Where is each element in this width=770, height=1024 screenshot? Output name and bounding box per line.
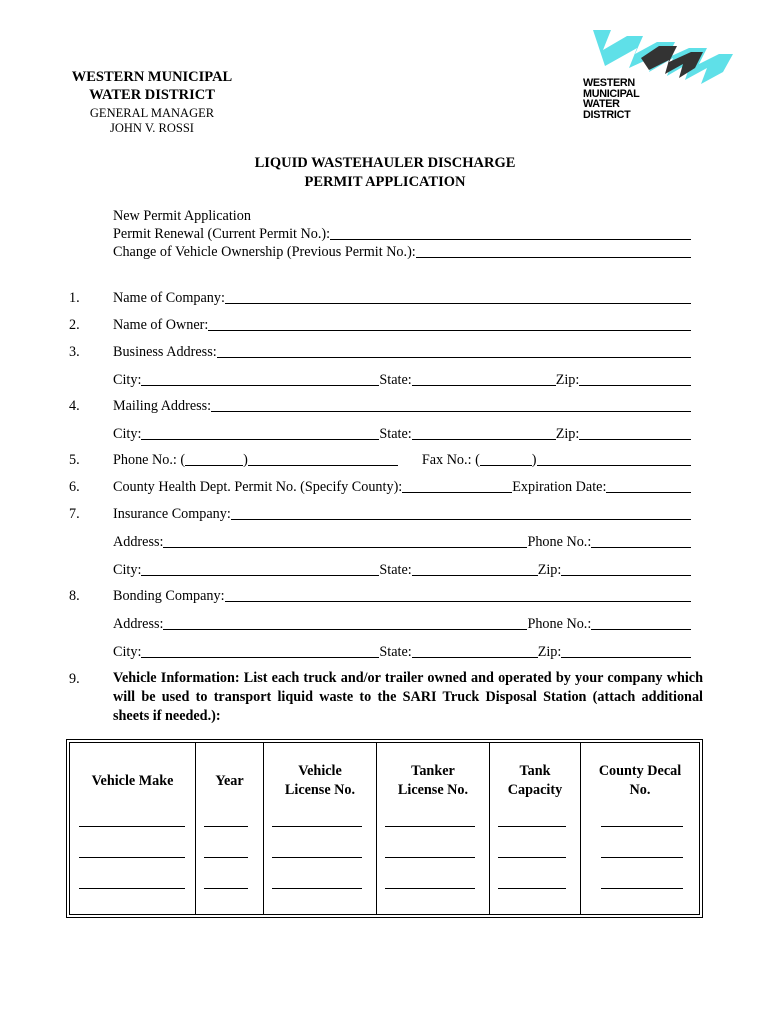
- mailing-address-label: Mailing Address:: [113, 398, 212, 414]
- year-header: [196, 757, 263, 805]
- insurance-row: [113, 504, 691, 522]
- county-decal-column: [581, 743, 699, 914]
- city-field[interactable]: [141, 425, 379, 440]
- insurance-city-row: [113, 560, 691, 578]
- year-column: [196, 743, 264, 914]
- owner-label: Name of Owner:: [113, 317, 209, 333]
- previous-permit-field[interactable]: [416, 243, 691, 258]
- ownership-change-row: [113, 242, 691, 260]
- county-health-field[interactable]: [402, 478, 512, 493]
- fax-paren: ): [531, 452, 537, 468]
- county-decal-blank[interactable]: [601, 856, 683, 858]
- permit-renewal-label: Permit Renewal (Current Permit No.):: [113, 226, 331, 242]
- phone-paren: ): [243, 452, 248, 468]
- county-health-label: County Health Dept. Permit No. (Specify County):: [113, 479, 403, 495]
- county-health-row: [113, 477, 691, 495]
- business-address-label: Business Address:: [113, 344, 217, 360]
- mailing-address-field[interactable]: [211, 397, 691, 412]
- year-blank[interactable]: [204, 825, 248, 827]
- item-number: 4.: [69, 398, 80, 414]
- county-decal-header-text: County Decal No.: [598, 763, 682, 798]
- business-address-field[interactable]: [217, 343, 691, 358]
- business-city-row: [113, 370, 691, 388]
- county-decal-blank[interactable]: [601, 887, 683, 889]
- year-blank[interactable]: [204, 913, 248, 915]
- zip-label: Zip:: [537, 562, 562, 578]
- organization-name: [66, 68, 238, 104]
- tanker-license-column: [377, 743, 490, 914]
- vehicle-table: [66, 739, 703, 918]
- bonding-address-row: [113, 614, 691, 632]
- zip-label: Zip:: [537, 644, 562, 660]
- city-label: City:: [113, 644, 142, 660]
- item-number: 1.: [69, 290, 80, 306]
- state-label: State:: [379, 426, 412, 442]
- vehicle-license-header: [264, 757, 376, 805]
- address-field[interactable]: [163, 533, 527, 548]
- general-manager-name: JOHN V. ROSSI: [110, 121, 194, 135]
- vehicle-license-blank[interactable]: [272, 913, 362, 915]
- item-number: 7.: [69, 506, 80, 522]
- bonding-city-row: [113, 642, 691, 660]
- zip-field[interactable]: [561, 643, 691, 658]
- form-title-line1: LIQUID WASTEHAULER DISCHARGE: [254, 155, 516, 171]
- zip-field[interactable]: [579, 371, 691, 386]
- ownership-change-label: Change of Vehicle Ownership (Previous Permit No.):: [113, 244, 416, 260]
- bonding-field[interactable]: [225, 587, 691, 602]
- bonding-label: Bonding Company:: [113, 588, 225, 604]
- tank-capacity-blank[interactable]: [498, 825, 566, 827]
- tank-capacity-blank[interactable]: [498, 887, 566, 889]
- owner-field[interactable]: [208, 316, 691, 331]
- company-field[interactable]: [225, 289, 691, 304]
- new-permit-row: [113, 206, 691, 224]
- item-number: 3.: [69, 344, 80, 360]
- address-label: Address:: [113, 534, 164, 550]
- organization-name-line1: WESTERN MUNICIPAL: [71, 69, 233, 85]
- tank-capacity-header-text: Tank Capacity: [507, 763, 563, 798]
- city-field[interactable]: [141, 561, 379, 576]
- logo-text-line: MUNICIPAL: [583, 87, 640, 100]
- fax-area-code-field[interactable]: [480, 451, 532, 466]
- permit-renewal-field[interactable]: [330, 225, 691, 240]
- vehicle-license-blank[interactable]: [272, 825, 362, 827]
- vehicle-make-blank[interactable]: [79, 887, 185, 889]
- tanker-license-header: [377, 757, 489, 805]
- year-blank[interactable]: [204, 856, 248, 858]
- item-number: 8.: [69, 588, 80, 604]
- item-number: 9.: [69, 671, 80, 687]
- fax-label: Fax No.: (: [421, 452, 480, 468]
- phone-area-code-field[interactable]: [185, 451, 243, 466]
- state-field[interactable]: [412, 643, 538, 658]
- state-label: State:: [379, 644, 412, 660]
- address-label: Address:: [113, 616, 164, 632]
- city-field[interactable]: [141, 643, 379, 658]
- form-title-line2: PERMIT APPLICATION: [304, 174, 466, 190]
- vehicle-make-header: [70, 757, 195, 805]
- logo-text-line: WESTERN: [583, 77, 635, 89]
- item-number: 6.: [69, 479, 80, 495]
- mailing-city-row: [113, 424, 691, 442]
- county-decal-blank[interactable]: [601, 913, 683, 915]
- organization-name-line2: WATER DISTRICT: [89, 87, 215, 103]
- zip-label: Zip:: [555, 426, 580, 442]
- permit-renewal-row: [113, 224, 691, 242]
- vehicle-license-blank[interactable]: [272, 887, 362, 889]
- zip-label: Zip:: [555, 372, 580, 388]
- phone-label: Phone No.: (: [113, 452, 186, 468]
- tanker-license-blank[interactable]: [385, 913, 475, 915]
- mailing-address-row: [113, 396, 691, 414]
- phone-no-field[interactable]: [591, 615, 691, 630]
- tanker-license-blank[interactable]: [385, 887, 475, 889]
- insurance-address-row: [113, 532, 691, 550]
- company-row: [113, 288, 691, 306]
- vehicle-license-blank[interactable]: [272, 856, 362, 858]
- tanker-license-blank[interactable]: [385, 856, 475, 858]
- state-field[interactable]: [412, 561, 538, 576]
- state-label: State:: [379, 562, 412, 578]
- state-field[interactable]: [412, 425, 556, 440]
- zip-field[interactable]: [561, 561, 691, 576]
- insurance-label: Insurance Company:: [113, 506, 231, 522]
- city-label: City:: [113, 426, 142, 442]
- state-label: State:: [379, 372, 412, 388]
- phone-no-field[interactable]: [591, 533, 691, 548]
- tank-capacity-blank[interactable]: [498, 913, 566, 915]
- logo-text: [583, 78, 639, 120]
- vehicle-license-header-text: Vehicle License No.: [284, 763, 356, 798]
- company-label: Name of Company:: [113, 290, 225, 306]
- new-permit-label: New Permit Application: [113, 208, 251, 224]
- phone-number-field[interactable]: [248, 451, 398, 466]
- year-header-text: Year: [215, 772, 244, 789]
- city-label: City:: [113, 372, 142, 388]
- vehicle-info-instructions: Vehicle Information: List each truck and/or trailer owned and operated by your company which will be used to transport liquid waste to the SARI Truck Disposal Station (attach additional sheets if needed.):: [113, 670, 703, 724]
- city-label: City:: [113, 562, 142, 578]
- bonding-row: [113, 586, 691, 604]
- item-number: 2.: [69, 317, 80, 333]
- county-decal-blank[interactable]: [601, 825, 683, 827]
- address-field[interactable]: [163, 615, 527, 630]
- vehicle-make-blank[interactable]: [79, 913, 185, 915]
- phone-no-label: Phone No.:: [527, 616, 592, 632]
- tanker-license-blank[interactable]: [385, 825, 475, 827]
- vehicle-make-column: [70, 743, 196, 914]
- vehicle-make-blank[interactable]: [79, 825, 185, 827]
- vehicle-make-header-text: Vehicle Make: [91, 772, 174, 789]
- business-address-row: [113, 342, 691, 360]
- general-manager: [66, 106, 238, 136]
- fax-number-field[interactable]: [537, 451, 691, 466]
- logo-text-line: WATER: [583, 98, 620, 110]
- tanker-license-header-text: Tanker License No.: [397, 763, 469, 798]
- logo-text-line: DISTRICT: [583, 108, 631, 121]
- year-blank[interactable]: [204, 887, 248, 889]
- expiration-field[interactable]: [606, 478, 691, 493]
- item-number: 5.: [69, 452, 80, 468]
- phone-fax-row: [113, 450, 691, 468]
- general-manager-title: GENERAL MANAGER: [89, 106, 215, 120]
- zip-field[interactable]: [579, 425, 691, 440]
- tank-capacity-blank[interactable]: [498, 856, 566, 858]
- county-decal-header: [581, 757, 699, 805]
- expiration-label: Expiration Date:: [512, 479, 607, 495]
- form-title: [0, 154, 770, 192]
- phone-no-label: Phone No.:: [527, 534, 592, 550]
- city-field[interactable]: [141, 371, 379, 386]
- insurance-field[interactable]: [231, 505, 691, 520]
- tank-capacity-column: [490, 743, 581, 914]
- owner-row: [113, 315, 691, 333]
- vehicle-license-column: [264, 743, 377, 914]
- state-field[interactable]: [412, 371, 556, 386]
- vehicle-make-blank[interactable]: [79, 856, 185, 858]
- tank-capacity-header: [490, 757, 580, 805]
